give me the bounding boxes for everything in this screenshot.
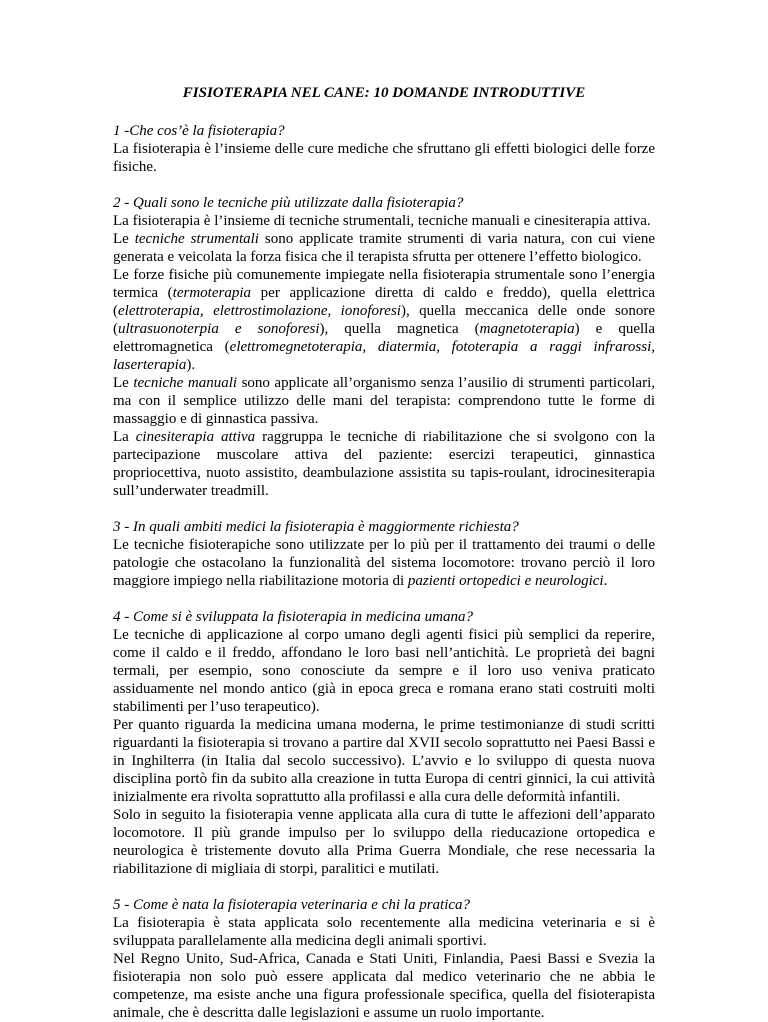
text-run: Le xyxy=(113,231,135,247)
section-paragraph xyxy=(113,806,655,878)
section-question: 4 - Come si è sviluppata la fisioterapia in medicina umana? xyxy=(113,609,473,625)
italic-term: tecniche manuali xyxy=(133,375,238,391)
section-3 xyxy=(113,518,655,590)
section-paragraph xyxy=(113,374,655,428)
section-paragraph xyxy=(113,140,655,176)
section-paragraph xyxy=(113,626,655,716)
text-run: ). xyxy=(186,357,196,373)
section-1 xyxy=(113,122,655,176)
text-run: raggruppa le tecniche di riabilitazione che si svolgono con la partecipazione muscolare attiva del paziente: esercizi terapeutici, ginnastica propriocettiva, nuoto assistito, deambulazione assistita su tapis-roulant, idrocinesiterapia sull’underwater treadmill. xyxy=(113,429,656,499)
italic-term: termoterapia xyxy=(172,285,251,301)
text-run: sono applicate tramite strumenti di varia natura, con cui viene generata e veicolata la forza fisica che il terapista sfrutta per ottenere l’effetto biologico. xyxy=(113,231,655,265)
italic-term: ultrasuonoterpia e sonoforesi xyxy=(118,321,320,337)
text-run: Solo in seguito la fisioterapia venne applicata alla cura di tutte le affezioni dell’apparato locomotore. Il più grande impulso per lo sviluppo della rieducazione ortopedica e neurologica è tristemente dovuto alla Prima Guerra Mondiale, che rese necessaria la riabilitazione di migliaia di storpi, paralitici e mutilati. xyxy=(113,807,655,877)
text-run: Le tecniche fisioterapiche sono utilizzate per lo più per il trattamento dei traumi o delle patologie che ostacolano la funzionalità del sistema locomotore: trovano perciò il loro maggiore impiego nella riabilitazione motoria di xyxy=(113,537,655,589)
italic-term: tecniche strumentali xyxy=(134,231,259,247)
section-paragraph xyxy=(113,266,655,374)
italic-term: magnetoterapia xyxy=(479,321,575,337)
text-run: sono applicate all’organismo senza l’ausilio di strumenti particolari, ma con il semplice utilizzo delle mani del terapista: comprendono tutte le forme di massaggio e di ginnastica passiva. xyxy=(113,375,655,427)
text-run: ), quella magnetica ( xyxy=(319,321,480,337)
section-paragraph xyxy=(113,914,655,950)
section-5 xyxy=(113,896,655,1022)
text-run: ), quella meccanica delle onde sonore ( xyxy=(113,303,655,337)
text-run: ) e quella elettromagnetica ( xyxy=(113,321,656,355)
text-run: Le xyxy=(113,375,134,391)
text-run: Nel Regno Unito, Sud-Africa, Canada e Stati Uniti, Finlandia, Paesi Bassi e Svezia la fisioterapia non solo può essere applicata dal medico veterinario che ne abbia le competenze, ma esiste anche una figura professionale specifica, quella del fisioterapista animale, che è descritta dalle legislazioni e assume un ruolo importante. xyxy=(113,951,655,1021)
section-paragraph xyxy=(113,212,655,230)
section-question: 5 - Come è nata la fisioterapia veterinaria e chi la pratica? xyxy=(113,897,471,913)
text-run: Per quanto riguarda la medicina umana moderna, le prime testimonianze di studi scritti riguardanti la fisioterapia si trovano a partire dal XVII secolo soprattutto nei Paesi Bassi e in Inghilterra (in Italia dal secolo successivo). L’avvio e lo sviluppo di questa nuova disciplina portò fin da subito alla creazione in tutta Europa di centri ginnici, la cui attività inizialmente era rivolta soprattutto alla profilassi e alla cura delle deformità infantili. xyxy=(113,717,655,805)
section-paragraph xyxy=(113,428,655,500)
text-run: La fisioterapia è l’insieme di tecniche strumentali, tecniche manuali e cinesiterapia attiva. xyxy=(113,213,651,229)
section-paragraph xyxy=(113,536,655,590)
italic-term: elettroterapia, elettrostimolazione, ionoforesi xyxy=(118,303,401,319)
italic-term: pazienti ortopedici e neurologici xyxy=(407,573,604,589)
section-paragraph xyxy=(113,230,655,266)
section-question: 2 - Quali sono le tecniche più utilizzate dalla fisioterapia? xyxy=(113,195,464,211)
text-run: Le tecniche di applicazione al corpo umano degli agenti fisici più semplici da reperire, come il caldo e il freddo, affondano le loro basi nell’antichità. Le proprietà dei bagni termali, per esempio, sono conosciute da sempre e il loro uso veniva praticato assiduamente nel mondo antico (già in epoca greca e romana erano stati costruiti molti stabilimenti per l’uso terapeutico). xyxy=(113,627,655,715)
section-question: 3 - In quali ambiti medici la fisioterapia è maggiormente richiesta? xyxy=(113,519,519,535)
text-run: La xyxy=(113,429,136,445)
text-run: La fisioterapia è stata applicata solo recentemente alla medicina veterinaria e si è sviluppata parallelamente alla medicina degli animali sportivi. xyxy=(113,915,655,949)
text-run: per applicazione diretta di caldo e freddo), quella elettrica ( xyxy=(113,285,656,319)
text-run: Le forze fisiche più comunemente impiegate nella fisioterapia strumentale sono l’energia termica ( xyxy=(113,267,655,301)
section-paragraph xyxy=(113,950,655,1022)
text-run: La fisioterapia è l’insieme delle cure mediche che sfruttano gli effetti biologici delle forze fisiche. xyxy=(113,141,655,175)
italic-term: cinesiterapia attiva xyxy=(135,429,256,445)
text-run: . xyxy=(603,573,608,589)
section-paragraph xyxy=(113,716,655,806)
section-question: 1 -Che cos’è la fisioterapia? xyxy=(113,123,285,139)
section-2 xyxy=(113,194,655,500)
section-4 xyxy=(113,608,655,878)
sections-container xyxy=(113,122,655,1022)
italic-term: elettromegnetoterapia, diatermia, fototerapia a raggi infrarossi, laserterapia xyxy=(113,339,655,373)
document-title: FISIOTERAPIA NEL CANE: 10 DOMANDE INTRODUTTIVE xyxy=(182,85,586,101)
